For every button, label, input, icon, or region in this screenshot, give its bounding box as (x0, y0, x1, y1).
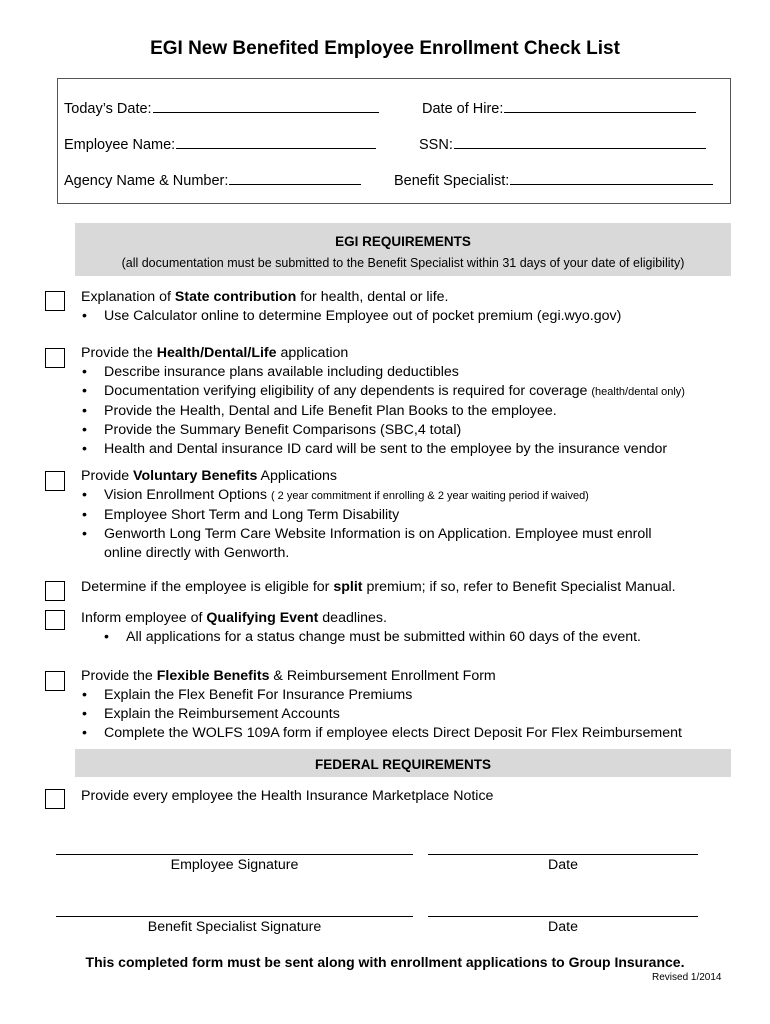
bullet-text: online directly with Genworth. (104, 545, 290, 561)
bullet-item (81, 486, 652, 506)
item-split-premium (81, 578, 676, 597)
bullet-item: • Employee Short Term and Long Term Disability (81, 506, 652, 525)
employee-name-label: Employee Name: (64, 137, 176, 153)
item-state-contribution (81, 288, 621, 326)
employee-signature-label: Employee Signature (170, 857, 299, 873)
ssn-label: SSN: (419, 137, 453, 153)
bullet-item: • Provide the Health, Dental and Life Benefit Plan Books to the employee. (81, 402, 685, 421)
item-bold-text: Flexible Benefits (156, 668, 270, 684)
bullet-item: • Use Calculator online to determine Employee out of pocket premium (egi.wyo.gov) (81, 307, 621, 326)
item-text: deadlines. (318, 610, 387, 626)
revision-date: Revised 1/2014 (652, 972, 722, 983)
checkbox-voluntary-benefits[interactable] (45, 471, 65, 491)
agency-line[interactable] (229, 170, 361, 185)
form-title: EGI New Benefited Employee Enrollment Check List (150, 38, 620, 59)
specialist-date-line[interactable] (428, 916, 698, 917)
bullet-item: • Complete the WOLFS 109A form if employee elects Direct Deposit For Flex Reimbursement (81, 724, 682, 743)
todays-date-field[interactable] (64, 98, 379, 117)
item-bold-text: split (333, 579, 363, 595)
item-text: & Reimbursement Enrollment Form (269, 668, 496, 684)
item-text: Provide the (81, 345, 157, 361)
bullet-small-note: ( 2 year commitment if enrolling & 2 year waiting period if waived) (270, 490, 589, 502)
employee-date-line[interactable] (428, 854, 698, 855)
agency-label: Agency Name & Number: (64, 173, 229, 189)
item-marketplace-notice: Provide every employee the Health Insurance Marketplace Notice (81, 788, 494, 804)
specialist-signature-label: Benefit Specialist Signature (147, 919, 322, 935)
bullet-item: • Explain the Flex Benefit For Insurance Premiums (81, 686, 682, 705)
footer-instruction: This completed form must be sent along with enrollment applications to Group Insurance. (85, 954, 685, 970)
item-voluntary-benefits (81, 467, 652, 563)
benefit-specialist-label: Benefit Specialist: (394, 173, 510, 189)
specialist-signature-line[interactable] (56, 916, 413, 917)
item-health-dental-life (81, 344, 685, 459)
item-bold-text: Health/Dental/Life (156, 345, 277, 361)
todays-date-label: Today’s Date: (64, 101, 152, 117)
ssn-line[interactable] (454, 134, 706, 149)
item-bold-text: Voluntary Benefits (133, 468, 258, 484)
checkbox-split-premium[interactable] (45, 581, 65, 601)
item-text: Explanation of (81, 289, 175, 305)
federal-requirements-heading: FEDERAL REQUIREMENTS (314, 757, 491, 772)
item-text: premium; if so, refer to Benefit Specialist Manual. (362, 579, 676, 595)
item-text: Provide (81, 468, 134, 484)
date-of-hire-field[interactable] (422, 98, 696, 117)
item-text: Inform employee of (81, 610, 207, 626)
benefit-specialist-field[interactable] (394, 170, 713, 189)
egi-requirements-note: (all documentation must be submitted to the Benefit Specialist within 31 days of your date of eligibility) (121, 256, 685, 270)
ssn-field[interactable] (419, 134, 706, 153)
bullet-text: Vision Enrollment Options (104, 487, 267, 503)
federal-requirements-header (75, 749, 731, 777)
item-bold-text: Qualifying Event (206, 610, 319, 626)
bullet-item: • All applications for a status change must be submitted within 60 days of the event. (81, 628, 641, 647)
checkbox-state-contribution[interactable] (45, 291, 65, 311)
date-of-hire-label: Date of Hire: (422, 101, 504, 117)
bullet-text: Genworth Long Term Care Website Information is on Application. Employee must enroll (104, 526, 652, 542)
item-qualifying-event (81, 609, 641, 647)
todays-date-line[interactable] (153, 98, 379, 113)
bullet-item: • Explain the Reimbursement Accounts (81, 705, 682, 724)
checkbox-health-dental-life[interactable] (45, 348, 65, 368)
bullet-item: • Provide the Summary Benefit Comparisons (SBC,4 total) (81, 421, 685, 440)
bullet-item: • Health and Dental insurance ID card will be sent to the employee by the insurance vendor (81, 440, 685, 459)
item-text: application (276, 345, 349, 361)
agency-field[interactable] (64, 170, 361, 189)
bullet-item (81, 525, 652, 563)
employee-date-label: Date (548, 857, 578, 873)
item-text: Provide the (81, 668, 157, 684)
item-text: for health, dental or life. (296, 289, 449, 305)
item-bold-text: State contribution (174, 289, 297, 305)
checkbox-flexible-benefits[interactable] (45, 671, 65, 691)
item-text: Applications (257, 468, 338, 484)
item-text: Determine if the employee is eligible for (81, 579, 334, 595)
bullet-small-note: (health/dental only) (591, 386, 685, 398)
bullet-item (81, 382, 685, 402)
date-of-hire-line[interactable] (504, 98, 696, 113)
bullet-text: Documentation verifying eligibility of any dependents is required for coverage (104, 383, 588, 399)
bullet-item: • Describe insurance plans available including deductibles (81, 363, 685, 382)
employee-name-line[interactable] (176, 134, 376, 149)
employee-signature-line[interactable] (56, 854, 413, 855)
egi-requirements-header (75, 223, 731, 276)
benefit-specialist-line[interactable] (510, 170, 713, 185)
checkbox-qualifying-event[interactable] (45, 610, 65, 630)
specialist-date-label: Date (548, 919, 578, 935)
item-flexible-benefits (81, 667, 682, 743)
employee-name-field[interactable] (64, 134, 376, 153)
checkbox-marketplace-notice[interactable] (45, 789, 65, 809)
egi-requirements-heading: EGI REQUIREMENTS (335, 234, 471, 249)
